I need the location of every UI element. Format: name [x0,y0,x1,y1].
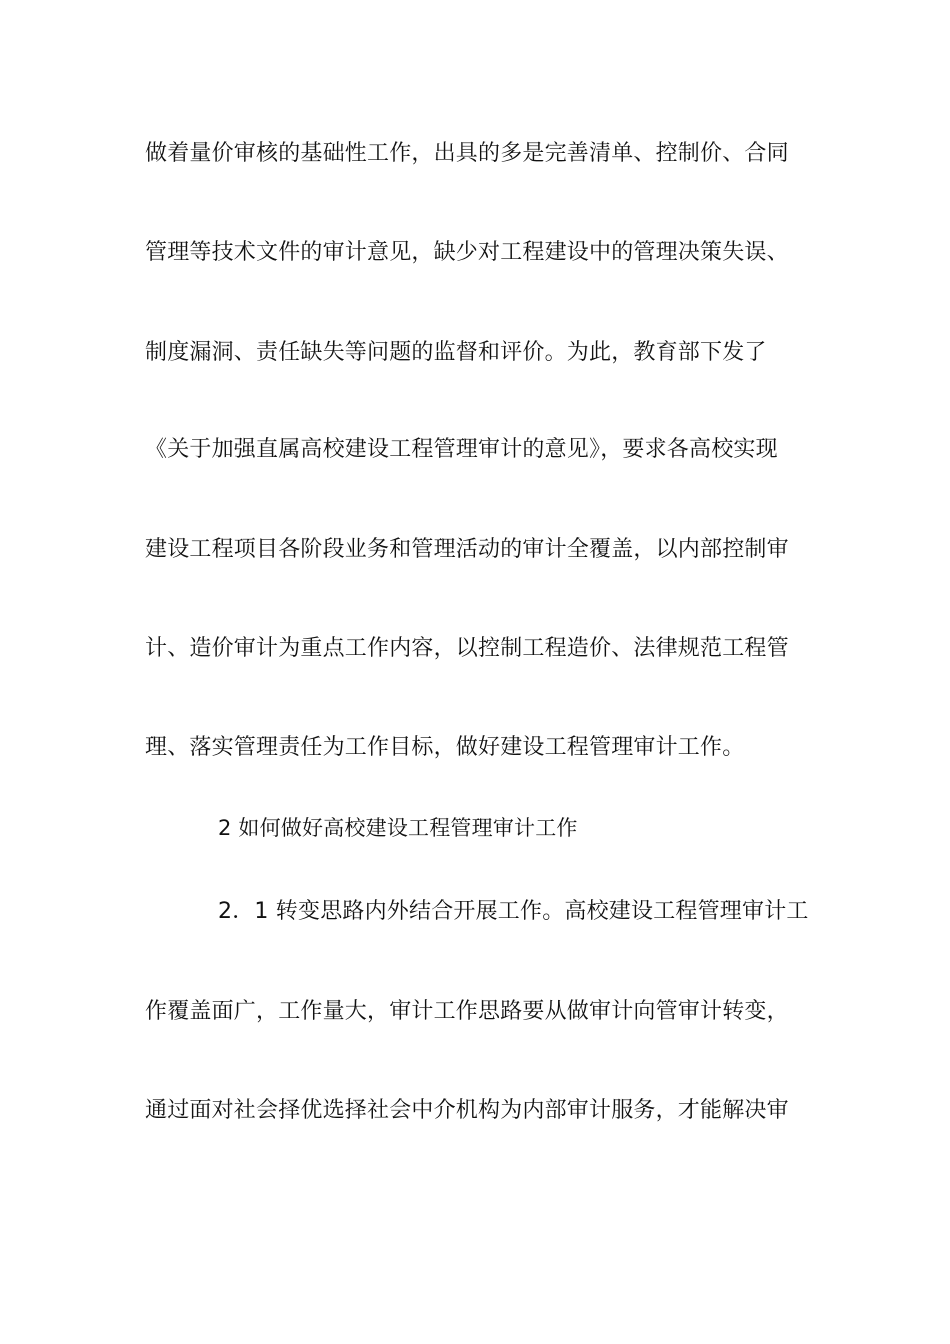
section-heading: 2 如何做好高校建设工程管理审计工作 [218,816,578,840]
paragraph-line: 建设工程项目各阶段业务和管理活动的审计全覆盖，以内部控制审 [145,537,789,562]
subsection-line: 通过面对社会择优选择社会中介机构为内部审计服务，才能解决审 [145,1098,789,1123]
paragraph-line: 做着量价审核的基础性工作，出具的多是完善清单、控制价、合同 [145,141,789,166]
paragraph-line: 计、造价审计为重点工作内容，以控制工程造价、法律规范工程管 [145,636,789,661]
subsection-line: 2．1 转变思路内外结合开展工作。高校建设工程管理审计工 [218,899,809,924]
paragraph-line: 制度漏洞、责任缺失等问题的监督和评价。为此，教育部下发了 [145,340,767,365]
paragraph-line: 管理等技术文件的审计意见，缺少对工程建设中的管理决策失误、 [145,240,789,265]
paragraph-line: 《关于加强直属高校建设工程管理审计的意见》，要求各高校实现 [145,437,778,462]
subsection-line: 作覆盖面广，工作量大，审计工作思路要从做审计向管审计转变， [145,999,789,1024]
paragraph-line: 理、落实管理责任为工作目标，做好建设工程管理审计工作。 [145,735,745,760]
